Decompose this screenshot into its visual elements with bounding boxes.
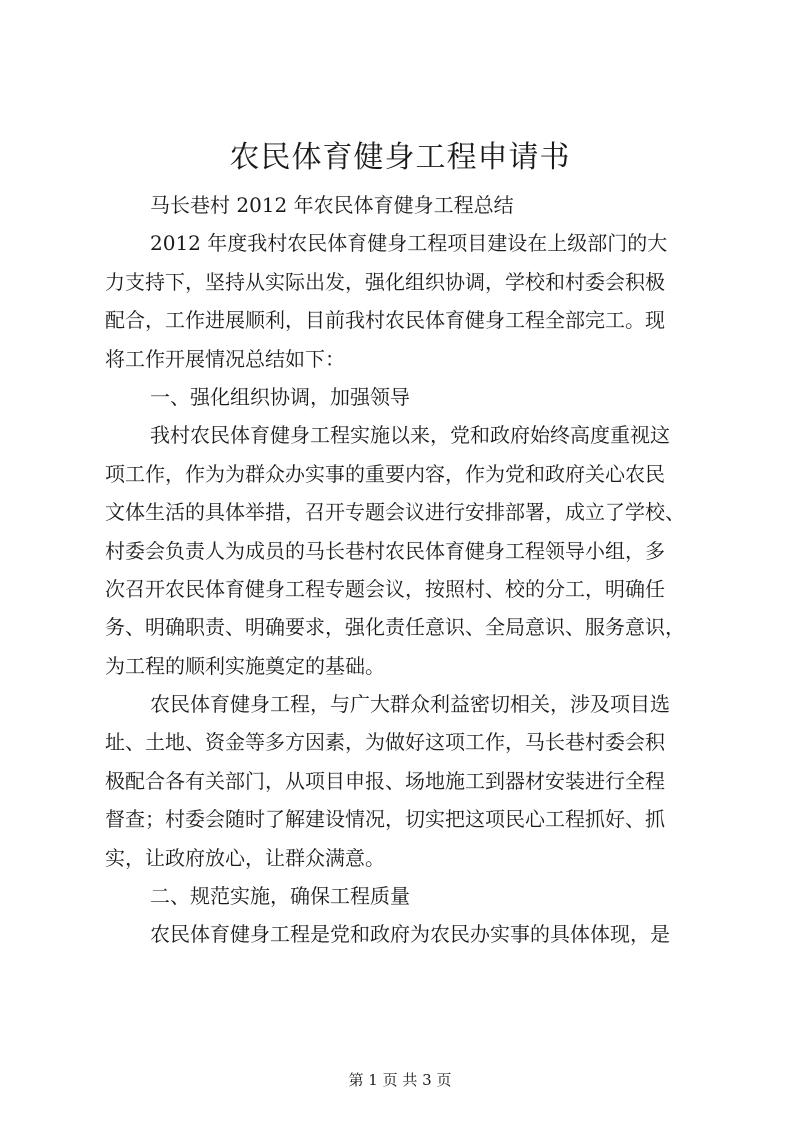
text-line: 项工作，作为为群众办实事的重要内容，作为党和政府关心农民 — [105, 461, 665, 486]
text-line: 文体生活的具体举措，召开专题会议进行安排部署，成立了学校、 — [105, 500, 685, 525]
text-line: 力支持下，坚持从实际出发，强化组织协调，学校和村委会积极 — [105, 269, 665, 294]
text-line: 马长巷村 2012 年农民体育健身工程总结 — [150, 193, 514, 217]
document-body — [105, 186, 705, 954]
text-line: 极配合各有关部门，从项目申报、场地施工到器材安装进行全程 — [105, 768, 665, 793]
text-line: 督查；村委会随时了解建设情况，切实把这项民心工程抓好、抓 — [105, 807, 665, 832]
text-line: 我村农民体育健身工程实施以来，党和政府始终高度重视这 — [150, 423, 670, 448]
text-line: 村委会负责人为成员的马长巷村农民体育健身工程领导小组，多 — [105, 538, 665, 563]
text-line: 务、明确职责、明确要求，强化责任意识、全局意识、服务意识， — [105, 615, 685, 640]
page-footer: 第 1 页 共 3 页 — [348, 1071, 452, 1089]
text-line: 实，让政府放心，让群众满意。 — [105, 845, 385, 870]
text-line: 农民体育健身工程是党和政府为农民办实事的具体体现，是 — [150, 922, 670, 947]
text-line: 为工程的顺利实施奠定的基础。 — [105, 653, 385, 678]
section-heading: 二、规范实施，确保工程质量 — [150, 884, 410, 909]
text-line: 农民体育健身工程，与广大群众利益密切相关，涉及项目选 — [150, 692, 670, 717]
text-line: 2012 年度我村农民体育健身工程项目建设在上级部门的大 — [150, 231, 668, 256]
text-line: 址、土地、资金等多方因素，为做好这项工作，马长巷村委会积 — [105, 730, 665, 755]
text-line: 次召开农民体育健身工程专题会议，按照村、校的分工，明确任 — [105, 576, 665, 601]
text-line: 将工作开展情况总结如下： — [105, 346, 345, 371]
document-title: 农民体育健身工程申请书 — [229, 140, 571, 175]
text-line: 配合，工作进展顺利，目前我村农民体育健身工程全部完工。现 — [105, 308, 665, 333]
section-heading: 一、强化组织协调，加强领导 — [150, 384, 410, 409]
